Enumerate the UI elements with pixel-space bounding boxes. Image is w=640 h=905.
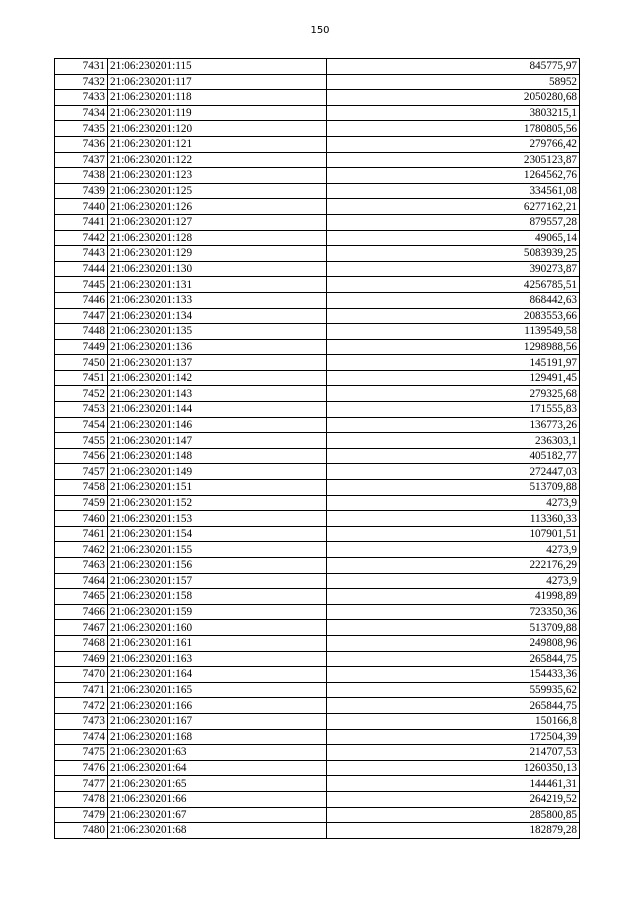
- row-number-cell: 7438: [55, 168, 108, 184]
- cadastral-number-cell: 21:06:230201:64: [108, 760, 327, 776]
- row-number-cell: 7472: [55, 698, 108, 714]
- cadastral-number-cell: 21:06:230201:123: [108, 168, 327, 184]
- cadastral-number-cell: 21:06:230201:156: [108, 558, 327, 574]
- value-cell: 172504,39: [327, 729, 580, 745]
- row-number-cell: 7435: [55, 121, 108, 137]
- value-cell: 236303,1: [327, 433, 580, 449]
- table-row: [55, 558, 580, 574]
- row-number-cell: 7449: [55, 339, 108, 355]
- cadastral-number-cell: 21:06:230201:128: [108, 230, 327, 246]
- value-cell: 405182,77: [327, 448, 580, 464]
- row-number-cell: 7456: [55, 448, 108, 464]
- table-row: [55, 386, 580, 402]
- row-number-cell: 7469: [55, 651, 108, 667]
- cadastral-number-cell: 21:06:230201:63: [108, 745, 327, 761]
- value-cell: 182879,28: [327, 823, 580, 839]
- table-row: [55, 604, 580, 620]
- row-number-cell: 7474: [55, 729, 108, 745]
- cadastral-number-cell: 21:06:230201:148: [108, 448, 327, 464]
- cadastral-number-cell: 21:06:230201:120: [108, 121, 327, 137]
- row-number-cell: 7468: [55, 635, 108, 651]
- row-number-cell: 7467: [55, 620, 108, 636]
- table-row: [55, 511, 580, 527]
- cadastral-number-cell: 21:06:230201:143: [108, 386, 327, 402]
- value-cell: 334561,08: [327, 183, 580, 199]
- value-cell: 868442,63: [327, 292, 580, 308]
- row-number-cell: 7476: [55, 760, 108, 776]
- table-row: [55, 152, 580, 168]
- row-number-cell: 7455: [55, 433, 108, 449]
- table-row: [55, 791, 580, 807]
- row-number-cell: 7446: [55, 292, 108, 308]
- page-number: 150: [310, 25, 330, 36]
- cadastral-number-cell: 21:06:230201:118: [108, 90, 327, 106]
- table-row: [55, 667, 580, 683]
- cadastral-number-cell: 21:06:230201:121: [108, 136, 327, 152]
- cadastral-number-cell: 21:06:230201:168: [108, 729, 327, 745]
- value-cell: 1139549,58: [327, 324, 580, 340]
- row-number-cell: 7458: [55, 480, 108, 496]
- value-cell: 150166,8: [327, 713, 580, 729]
- value-cell: 41998,89: [327, 589, 580, 605]
- row-number-cell: 7440: [55, 199, 108, 215]
- table-row: [55, 214, 580, 230]
- table-row: [55, 698, 580, 714]
- cadastral-number-cell: 21:06:230201:165: [108, 682, 327, 698]
- table-row: [55, 464, 580, 480]
- value-cell: 559935,62: [327, 682, 580, 698]
- cadastral-number-cell: 21:06:230201:154: [108, 526, 327, 542]
- table-row: [55, 199, 580, 215]
- row-number-cell: 7464: [55, 573, 108, 589]
- row-number-cell: 7470: [55, 667, 108, 683]
- cadastral-number-cell: 21:06:230201:127: [108, 214, 327, 230]
- cadastral-number-cell: 21:06:230201:146: [108, 417, 327, 433]
- table-row: [55, 324, 580, 340]
- value-cell: 390273,87: [327, 261, 580, 277]
- cadastral-number-cell: 21:06:230201:126: [108, 199, 327, 215]
- table-row: [55, 776, 580, 792]
- value-cell: 723350,36: [327, 604, 580, 620]
- cadastral-number-cell: 21:06:230201:125: [108, 183, 327, 199]
- row-number-cell: 7443: [55, 246, 108, 262]
- cadastral-number-cell: 21:06:230201:137: [108, 355, 327, 371]
- row-number-cell: 7471: [55, 682, 108, 698]
- row-number-cell: 7448: [55, 324, 108, 340]
- value-cell: 58952: [327, 74, 580, 90]
- cadastral-number-cell: 21:06:230201:131: [108, 277, 327, 293]
- row-number-cell: 7439: [55, 183, 108, 199]
- row-number-cell: 7441: [55, 214, 108, 230]
- table-row: [55, 542, 580, 558]
- row-number-cell: 7466: [55, 604, 108, 620]
- cadastral-number-cell: 21:06:230201:133: [108, 292, 327, 308]
- row-number-cell: 7451: [55, 370, 108, 386]
- row-number-cell: 7432: [55, 74, 108, 90]
- cadastral-number-cell: 21:06:230201:66: [108, 791, 327, 807]
- value-cell: 513709,88: [327, 620, 580, 636]
- value-cell: 171555,83: [327, 402, 580, 418]
- value-cell: 279766,42: [327, 136, 580, 152]
- row-number-cell: 7475: [55, 745, 108, 761]
- cadastral-number-cell: 21:06:230201:159: [108, 604, 327, 620]
- value-cell: 222176,29: [327, 558, 580, 574]
- cadastral-number-cell: 21:06:230201:129: [108, 246, 327, 262]
- table-row: [55, 495, 580, 511]
- table-row: [55, 760, 580, 776]
- table-row: [55, 402, 580, 418]
- row-number-cell: 7479: [55, 807, 108, 823]
- value-cell: 285800,85: [327, 807, 580, 823]
- row-number-cell: 7462: [55, 542, 108, 558]
- cadastral-number-cell: 21:06:230201:151: [108, 480, 327, 496]
- row-number-cell: 7452: [55, 386, 108, 402]
- cadastral-number-cell: 21:06:230201:164: [108, 667, 327, 683]
- table-row: [55, 682, 580, 698]
- value-cell: 265844,75: [327, 651, 580, 667]
- cadastral-number-cell: 21:06:230201:142: [108, 370, 327, 386]
- table-row: [55, 168, 580, 184]
- cadastral-number-cell: 21:06:230201:163: [108, 651, 327, 667]
- row-number-cell: 7447: [55, 308, 108, 324]
- row-number-cell: 7461: [55, 526, 108, 542]
- cadastral-number-cell: 21:06:230201:122: [108, 152, 327, 168]
- value-cell: 272447,03: [327, 464, 580, 480]
- row-number-cell: 7460: [55, 511, 108, 527]
- cadastral-number-cell: 21:06:230201:65: [108, 776, 327, 792]
- table-body: [55, 59, 580, 839]
- table-row: [55, 823, 580, 839]
- row-number-cell: 7445: [55, 277, 108, 293]
- cadastral-number-cell: 21:06:230201:67: [108, 807, 327, 823]
- table-row: [55, 573, 580, 589]
- value-cell: 264219,52: [327, 791, 580, 807]
- value-cell: 1780805,56: [327, 121, 580, 137]
- row-number-cell: 7478: [55, 791, 108, 807]
- row-number-cell: 7457: [55, 464, 108, 480]
- table-row: [55, 136, 580, 152]
- cadastral-number-cell: 21:06:230201:130: [108, 261, 327, 277]
- cadastral-number-cell: 21:06:230201:134: [108, 308, 327, 324]
- cadastral-number-cell: 21:06:230201:153: [108, 511, 327, 527]
- row-number-cell: 7437: [55, 152, 108, 168]
- value-cell: 845775,97: [327, 59, 580, 75]
- value-cell: 2305123,87: [327, 152, 580, 168]
- table-row: [55, 448, 580, 464]
- row-number-cell: 7436: [55, 136, 108, 152]
- cadastral-number-cell: 21:06:230201:147: [108, 433, 327, 449]
- row-number-cell: 7459: [55, 495, 108, 511]
- table-row: [55, 480, 580, 496]
- value-cell: 2050280,68: [327, 90, 580, 106]
- table-row: [55, 729, 580, 745]
- cadastral-number-cell: 21:06:230201:160: [108, 620, 327, 636]
- cadastral-number-cell: 21:06:230201:135: [108, 324, 327, 340]
- value-cell: 4273,9: [327, 542, 580, 558]
- table-row: [55, 620, 580, 636]
- row-number-cell: 7434: [55, 105, 108, 121]
- value-cell: 1298988,56: [327, 339, 580, 355]
- row-number-cell: 7465: [55, 589, 108, 605]
- row-number-cell: 7433: [55, 90, 108, 106]
- table-row: [55, 589, 580, 605]
- value-cell: 4273,9: [327, 495, 580, 511]
- cadastral-number-cell: 21:06:230201:115: [108, 59, 327, 75]
- value-cell: 1260350,13: [327, 760, 580, 776]
- row-number-cell: 7444: [55, 261, 108, 277]
- row-number-cell: 7473: [55, 713, 108, 729]
- table-row: [55, 183, 580, 199]
- table-row: [55, 246, 580, 262]
- value-cell: 145191,97: [327, 355, 580, 371]
- value-cell: 265844,75: [327, 698, 580, 714]
- table-row: [55, 105, 580, 121]
- cadastral-number-cell: 21:06:230201:68: [108, 823, 327, 839]
- value-cell: 154433,36: [327, 667, 580, 683]
- table-row: [55, 635, 580, 651]
- table-row: [55, 230, 580, 246]
- value-cell: 2083553,66: [327, 308, 580, 324]
- value-cell: 107901,51: [327, 526, 580, 542]
- cadastral-number-cell: 21:06:230201:136: [108, 339, 327, 355]
- table-row: [55, 59, 580, 75]
- value-cell: 513709,88: [327, 480, 580, 496]
- table-row: [55, 261, 580, 277]
- cadastral-number-cell: 21:06:230201:152: [108, 495, 327, 511]
- row-number-cell: 7454: [55, 417, 108, 433]
- cadastral-number-cell: 21:06:230201:149: [108, 464, 327, 480]
- cadastral-number-cell: 21:06:230201:167: [108, 713, 327, 729]
- value-cell: 4256785,51: [327, 277, 580, 293]
- value-cell: 129491,45: [327, 370, 580, 386]
- row-number-cell: 7463: [55, 558, 108, 574]
- cadastral-number-cell: 21:06:230201:144: [108, 402, 327, 418]
- value-cell: 5083939,25: [327, 246, 580, 262]
- cadastral-number-cell: 21:06:230201:117: [108, 74, 327, 90]
- cadastral-value-table: [54, 58, 580, 839]
- value-cell: 3803215,1: [327, 105, 580, 121]
- cadastral-number-cell: 21:06:230201:158: [108, 589, 327, 605]
- value-cell: 136773,26: [327, 417, 580, 433]
- table-row: [55, 807, 580, 823]
- table-row: [55, 433, 580, 449]
- row-number-cell: 7431: [55, 59, 108, 75]
- cadastral-number-cell: 21:06:230201:155: [108, 542, 327, 558]
- table-row: [55, 417, 580, 433]
- table-row: [55, 370, 580, 386]
- value-cell: 279325,68: [327, 386, 580, 402]
- value-cell: 249808,96: [327, 635, 580, 651]
- row-number-cell: 7453: [55, 402, 108, 418]
- cadastral-number-cell: 21:06:230201:157: [108, 573, 327, 589]
- table-row: [55, 121, 580, 137]
- table-row: [55, 339, 580, 355]
- value-cell: 113360,33: [327, 511, 580, 527]
- row-number-cell: 7480: [55, 823, 108, 839]
- table-row: [55, 292, 580, 308]
- value-cell: 214707,53: [327, 745, 580, 761]
- table-row: [55, 308, 580, 324]
- value-cell: 6277162,21: [327, 199, 580, 215]
- row-number-cell: 7450: [55, 355, 108, 371]
- value-cell: 144461,31: [327, 776, 580, 792]
- table-row: [55, 745, 580, 761]
- table-row: [55, 526, 580, 542]
- value-cell: 1264562,76: [327, 168, 580, 184]
- table-row: [55, 90, 580, 106]
- value-cell: 879557,28: [327, 214, 580, 230]
- cadastral-number-cell: 21:06:230201:161: [108, 635, 327, 651]
- value-cell: 4273,9: [327, 573, 580, 589]
- table-row: [55, 355, 580, 371]
- value-cell: 49065,14: [327, 230, 580, 246]
- table-row: [55, 713, 580, 729]
- row-number-cell: 7477: [55, 776, 108, 792]
- table-row: [55, 651, 580, 667]
- cadastral-number-cell: 21:06:230201:166: [108, 698, 327, 714]
- row-number-cell: 7442: [55, 230, 108, 246]
- table-row: [55, 74, 580, 90]
- cadastral-number-cell: 21:06:230201:119: [108, 105, 327, 121]
- table-row: [55, 277, 580, 293]
